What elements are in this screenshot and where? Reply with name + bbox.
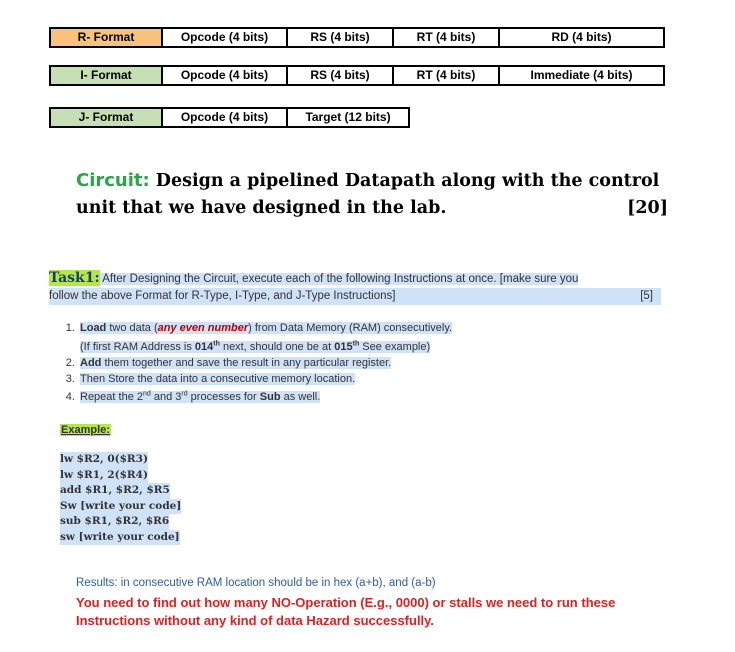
task1-line2: follow the above Format for R-Type, I-Type, and J-Type Instructions] — [49, 290, 396, 302]
i-rt-field: RT (4 bits) — [393, 66, 499, 85]
circuit-line2: unit that we have designed in the lab. — [76, 198, 447, 218]
task1-points: [5] — [640, 290, 653, 302]
j-format-label: J- Format — [50, 108, 162, 127]
circuit-line1: Design a pipelined Datapath along with the control — [149, 171, 660, 191]
circuit-label: Circuit: — [76, 170, 150, 191]
circuit-heading — [76, 167, 668, 222]
example-label: Example: — [61, 424, 110, 436]
code-line: add $R1, $R2, $R5 — [60, 483, 170, 499]
code-line: sub $R1, $R2, $R6 — [60, 514, 169, 530]
task1-paragraph — [49, 270, 661, 305]
r-rd-field: RD (4 bits) — [499, 28, 664, 47]
code-line: Sw [write your code] — [60, 499, 181, 515]
j-opcode-field: Opcode (4 bits) — [162, 108, 287, 127]
code-line: sw [write your code] — [60, 530, 180, 546]
j-target-field: Target (12 bits) — [287, 108, 409, 127]
results-note: Results: in consecutive RAM location should be in hex (a+b), and (a-b) — [76, 577, 436, 589]
code-line: lw $R2, 0($R3) — [60, 452, 148, 468]
circuit-points: [20] — [627, 198, 668, 218]
r-rt-field: RT (4 bits) — [393, 28, 499, 47]
code-block — [60, 452, 181, 545]
task1-line1: After Designing the Circuit, execute each of the following Instructions at once. [make sure you — [99, 273, 579, 285]
i-rs-field: RS (4 bits) — [287, 66, 393, 85]
r-rs-field: RS (4 bits) — [287, 28, 393, 47]
task1-label: Task1: — [49, 270, 100, 286]
r-format-table — [49, 27, 665, 48]
j-format-table — [49, 107, 410, 128]
i-opcode-field: Opcode (4 bits) — [162, 66, 287, 85]
task1-steps — [60, 320, 678, 405]
i-format-label: I- Format — [50, 66, 162, 85]
list-item: 2. Add them together and save the result in any particular register. — [78, 355, 678, 371]
i-format-table — [49, 65, 665, 86]
code-line: lw $R1, 2($R4) — [60, 468, 148, 484]
r-format-label: R- Format — [50, 28, 162, 47]
list-item: 3. Then Store the data into a consecutive memory location. — [78, 371, 678, 387]
list-item: 1. Load two data (any even number) from Data Memory (RAM) consecutively. (If first RAM Address is 014th next, should one be at 015th See example) — [78, 320, 678, 355]
i-immediate-field: Immediate (4 bits) — [499, 66, 664, 85]
list-item: 4. Repeat the 2nd and 3rd processes for Sub as well. — [78, 387, 678, 406]
r-opcode-field: Opcode (4 bits) — [162, 28, 287, 47]
hazard-warning: You need to find out how many NO-Operation (E.g., 0000) or stalls we need to run these Instructions without any kind of data Hazard successfully. — [76, 595, 616, 628]
